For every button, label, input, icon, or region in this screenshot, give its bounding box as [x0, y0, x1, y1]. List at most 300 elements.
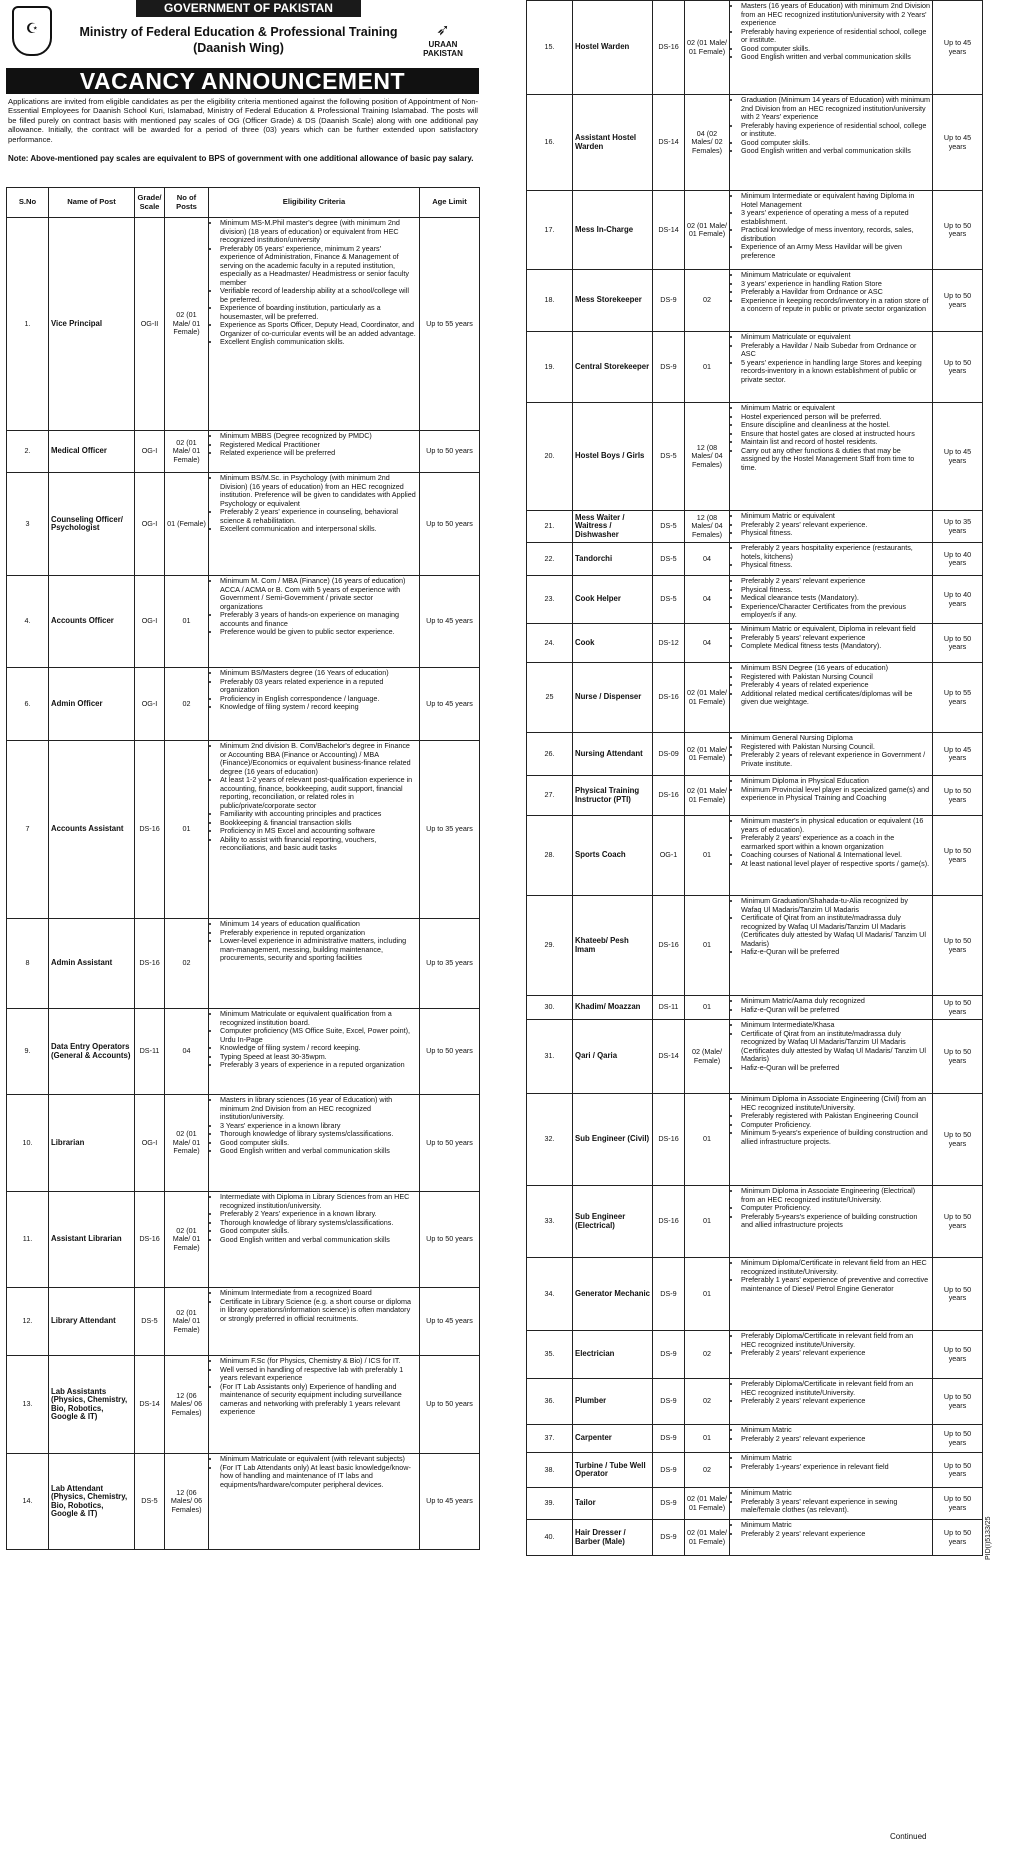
- criteria-item: • Good computer skills.: [741, 139, 930, 148]
- posts-count-cell: 02 (01 Male/ 01 Female): [685, 1488, 730, 1520]
- posts-count-cell: 02 (01 Male/ 01 Female): [685, 1, 730, 95]
- post-name-cell: Cook: [573, 624, 653, 663]
- criteria-item: • Preferably 2 years' relevant experience: [741, 1349, 930, 1358]
- grade-cell: DS-16: [135, 741, 165, 919]
- criteria-item: • Bookkeeping & financial transaction skills: [220, 819, 417, 828]
- criteria-item: • Minimum Diploma/Certificate in relevant field from an HEC recognized institute/University.: [741, 1259, 930, 1276]
- sno-cell: 24.: [527, 624, 573, 663]
- table-row: [527, 1, 983, 95]
- criteria-item: • Good computer skills.: [741, 45, 930, 54]
- age-limit-cell: Up to 50 years: [933, 624, 983, 663]
- criteria-item: • Minimum Diploma in Associate Engineering (Civil) from an HEC recognized institute/University.: [741, 1095, 930, 1112]
- criteria-item: • Preferably 5 years' relevant experience: [741, 634, 930, 643]
- eligibility-criteria-cell: [730, 191, 933, 270]
- ministry-line2: (Daanish Wing): [193, 41, 284, 55]
- criteria-item: • Minimum Matric or equivalent, Diploma in relevant field: [741, 625, 930, 634]
- posts-count-cell: 04 (02 Males/ 02 Females): [685, 95, 730, 191]
- criteria-item: • Good computer skills.: [220, 1139, 417, 1148]
- intro-paragraph: Applications are invited from eligible candidates as per the eligibility criteria mentioned against the following position of Appointment of Non-Essential Employees for Daanish School Kuri, Islamabad, Ministry of Federal Education & Professional Training Islamabad. The posts will be filled purely on contract basis with mentioned pay scales of OG (Officer Grade) & DS (Daanish Scale) along with one additional pay allowance. Initially, the contract will be awarded for a period of three (03) years which can be further extended upon satisfactory performance.: [8, 97, 478, 144]
- post-name-cell: Admin Assistant: [49, 919, 135, 1009]
- criteria-item: • Good English written and verbal communication skills: [220, 1236, 417, 1245]
- age-limit-cell: Up to 50 years: [420, 1192, 480, 1288]
- table-row: [527, 1331, 983, 1379]
- column-header-grade: Grade/ Scale: [135, 188, 165, 218]
- posts-count-cell: 02 (01 Male/ 01 Female): [685, 776, 730, 816]
- grade-cell: DS-16: [135, 1192, 165, 1288]
- grade-cell: DS-9: [653, 270, 685, 332]
- criteria-item: • Preferably 1 years' experience of preventive and corrective maintenance of Diesel/ Petrol Engine Generator: [741, 1276, 930, 1293]
- grade-cell: DS-16: [135, 919, 165, 1009]
- age-limit-cell: Up to 50 years: [420, 473, 480, 576]
- eligibility-criteria-cell: [730, 1094, 933, 1186]
- criteria-item: • Experience of an Army Mess Havildar will be given preference: [741, 243, 930, 260]
- grade-cell: OG-I: [135, 473, 165, 576]
- grade-cell: DS-16: [653, 1094, 685, 1186]
- age-limit-cell: Up to 50 years: [420, 1095, 480, 1192]
- criteria-item: • Minimum Matric or equivalent: [741, 404, 930, 413]
- table-row: [7, 473, 480, 576]
- age-limit-cell: Up to 50 years: [933, 332, 983, 403]
- criteria-item: • Preferably 2 years' relevant experience: [741, 1397, 930, 1406]
- criteria-item: • Hafiz-e-Quran will be preferred: [741, 948, 930, 957]
- grade-cell: DS-5: [653, 511, 685, 543]
- age-limit-cell: Up to 35 years: [420, 919, 480, 1009]
- criteria-item: • At least national level player of respective sports / game(s).: [741, 860, 930, 869]
- criteria-item: • Computer Proficiency.: [741, 1121, 930, 1130]
- table-row: [7, 1356, 480, 1454]
- column-header-sno: S.No: [7, 188, 49, 218]
- criteria-item: • Physical fitness.: [741, 561, 930, 570]
- grade-cell: DS-16: [653, 896, 685, 996]
- criteria-item: • Proficiency in MS Excel and accounting software: [220, 827, 417, 836]
- grade-cell: DS-5: [135, 1288, 165, 1356]
- post-name-cell: Physical Training Instructor (PTI): [573, 776, 653, 816]
- eligibility-criteria-cell: [730, 663, 933, 733]
- age-limit-cell: Up to 45 years: [420, 1454, 480, 1550]
- table-row: [527, 663, 983, 733]
- post-name-cell: Assistant Hostel Warden: [573, 95, 653, 191]
- sno-cell: 14.: [7, 1454, 49, 1550]
- criteria-item: • Preferably Diploma/Certificate in relevant field from an HEC recognized institute/University.: [741, 1380, 930, 1397]
- grade-cell: DS-9: [653, 1379, 685, 1425]
- criteria-item: • Preferably 5-years's experience of building construction and allied infrastructure projects: [741, 1213, 930, 1230]
- age-limit-cell: Up to 45 years: [933, 403, 983, 511]
- sno-cell: 23.: [527, 576, 573, 624]
- ministry-line1: Ministry of Federal Education & Professional Training: [79, 25, 398, 39]
- table-row: [527, 511, 983, 543]
- eligibility-criteria-cell: [209, 473, 420, 576]
- eligibility-criteria-cell: [209, 576, 420, 668]
- post-name-cell: Medical Officer: [49, 431, 135, 473]
- sno-cell: 2.: [7, 431, 49, 473]
- criteria-item: • Preferably 1-years' experience in relevant field: [741, 1463, 930, 1472]
- criteria-item: • Masters in library sciences (16 year of Education) with minimum 2nd Division from an HEC recognized institution/university.: [220, 1096, 417, 1122]
- post-name-cell: Mess Waiter / Waitress / Dishwasher: [573, 511, 653, 543]
- government-emblem-icon: ☪: [12, 6, 52, 56]
- sno-cell: 40.: [527, 1520, 573, 1556]
- posts-count-cell: 02 (01 Male/ 01 Female): [165, 1288, 209, 1356]
- table-row: [527, 1379, 983, 1425]
- criteria-item: • Knowledge of filing system / record keeping: [220, 703, 417, 712]
- table-row: [7, 1192, 480, 1288]
- criteria-item: • Hafiz-e-Quran will be preferred: [741, 1064, 930, 1073]
- sno-cell: 19.: [527, 332, 573, 403]
- criteria-item: • Minimum Intermediate from a recognized Board: [220, 1289, 417, 1298]
- table-row: [527, 191, 983, 270]
- grade-cell: DS-16: [653, 1, 685, 95]
- ministry-heading: [66, 24, 411, 56]
- post-name-cell: Accounts Assistant: [49, 741, 135, 919]
- post-name-cell: Sports Coach: [573, 816, 653, 896]
- age-limit-cell: Up to 50 years: [933, 1520, 983, 1556]
- grade-cell: DS-5: [653, 543, 685, 576]
- eligibility-criteria-cell: [209, 1192, 420, 1288]
- posts-count-cell: 01: [685, 816, 730, 896]
- sno-cell: 37.: [527, 1425, 573, 1453]
- grade-cell: DS-14: [653, 191, 685, 270]
- criteria-item: • Preferably 2 years' relevant experience: [741, 577, 930, 586]
- eligibility-criteria-cell: [209, 919, 420, 1009]
- criteria-item: • Preferably 2 years' experience in counseling, behavioral science & rehabilitation.: [220, 508, 417, 525]
- criteria-item: • Minimum Matric or equivalent: [741, 512, 930, 521]
- criteria-item: • Preferably 05 years' experience, minimum 2 years' experience of Administration, Finance & Management of serving on the academic faculty in a reputed institution, especially as a Headmaster/ Headmistress or senior faculty member: [220, 245, 417, 288]
- criteria-item: • Computer proficiency (MS Office Suite, Excel, Power point), Urdu In-Page: [220, 1027, 417, 1044]
- criteria-item: • Related experience will be preferred: [220, 449, 417, 458]
- criteria-item: • Carry out any other functions & duties that may be assigned by the Hostel Management Staff from time to time.: [741, 447, 930, 473]
- grade-cell: DS-9: [653, 1488, 685, 1520]
- eligibility-criteria-cell: [730, 996, 933, 1020]
- criteria-item: • Registered Medical Practitioner: [220, 441, 417, 450]
- post-name-cell: Hostel Warden: [573, 1, 653, 95]
- grade-cell: DS-9: [653, 1425, 685, 1453]
- grade-cell: OG-II: [135, 218, 165, 431]
- eligibility-criteria-cell: [209, 668, 420, 741]
- criteria-item: • At least 1-2 years of relevant post-qualification experience in accounting, finance, bookkeeping, audit support, financial reporting, reconciliation, or related roles in public/private/corporate sector: [220, 776, 417, 810]
- grade-cell: DS-14: [653, 95, 685, 191]
- sno-cell: 38.: [527, 1453, 573, 1488]
- grade-cell: DS-9: [653, 1331, 685, 1379]
- criteria-item: • Minimum 14 years of education qualification: [220, 920, 417, 929]
- continued-label: Continued: [890, 1832, 927, 1841]
- criteria-item: • Preference would be given to public sector experience.: [220, 628, 417, 637]
- table-row: [527, 733, 983, 776]
- grade-cell: DS-9: [653, 332, 685, 403]
- post-name-cell: Central Storekeeper: [573, 332, 653, 403]
- criteria-item: • Experience as Sports Officer, Deputy Head, Coordinator, and Organizer of co-curricular events will be an added advantage.: [220, 321, 417, 338]
- grade-cell: DS-9: [653, 1520, 685, 1556]
- criteria-item: • Complete Medical fitness tests (Mandatory).: [741, 642, 930, 651]
- grade-cell: OG-I: [135, 1095, 165, 1192]
- posts-count-cell: 02: [685, 1453, 730, 1488]
- post-name-cell: Tandorchi: [573, 543, 653, 576]
- criteria-item: • Minimum Matriculate or equivalent: [741, 271, 930, 280]
- eligibility-criteria-cell: [730, 1020, 933, 1094]
- pid-code: PID(I)5133/25: [985, 1516, 992, 1560]
- posts-count-cell: 01: [685, 1258, 730, 1331]
- post-name-cell: Nursing Attendant: [573, 733, 653, 776]
- age-limit-cell: Up to 50 years: [933, 1425, 983, 1453]
- criteria-item: • Minimum Matric: [741, 1521, 930, 1530]
- column-header-criteria: Eligibility Criteria: [209, 188, 420, 218]
- criteria-item: • Minimum Matric: [741, 1426, 930, 1435]
- post-name-cell: Vice Principal: [49, 218, 135, 431]
- table-row: [527, 95, 983, 191]
- post-name-cell: Hostel Boys / Girls: [573, 403, 653, 511]
- posts-count-cell: 02: [685, 1379, 730, 1425]
- criteria-item: • Intermediate with Diploma in Library Sciences from an HEC recognized institution/university.: [220, 1193, 417, 1210]
- eligibility-criteria-cell: [730, 543, 933, 576]
- criteria-item: • Minimum BS/M.Sc. in Psychology (with minimum 2nd Division) (16 years of education) from an HEC recognized institution. Preference will be given to candidates with Applied Psychology or equivalent: [220, 474, 417, 508]
- post-name-cell: Data Entry Operators (General & Accounts): [49, 1009, 135, 1095]
- eligibility-criteria-cell: [730, 270, 933, 332]
- criteria-item: • Minimum BS/Masters degree (16 Years of education): [220, 669, 417, 678]
- criteria-item: • Maintain list and record of hostel residents.: [741, 438, 930, 447]
- criteria-item: • Certificate of Qirat from an institute/madrassa duly recognized by Wafaq Ul Madaris/Tanzim Ul Madaris (Certificates duly attested by Wafaq Ul Madaris/ Tanzim Ul Madaris): [741, 914, 930, 948]
- criteria-item: • Minimum Intermediate/Khasa: [741, 1021, 930, 1030]
- post-name-cell: Qari / Qaria: [573, 1020, 653, 1094]
- criteria-item: • Minimum BSN Degree (16 years of education): [741, 664, 930, 673]
- posts-count-cell: 02 (01 Male/ 01 Female): [165, 1192, 209, 1288]
- grade-cell: DS-5: [135, 1454, 165, 1550]
- age-limit-cell: Up to 40 years: [933, 576, 983, 624]
- sno-cell: 21.: [527, 511, 573, 543]
- post-name-cell: Lab Attendant (Physics, Chemistry, Bio, Robotics, Google & IT): [49, 1454, 135, 1550]
- grade-cell: DS-16: [653, 1186, 685, 1258]
- post-name-cell: Khadim/ Moazzan: [573, 996, 653, 1020]
- sno-cell: 34.: [527, 1258, 573, 1331]
- grade-cell: DS-9: [653, 1453, 685, 1488]
- grade-cell: DS-16: [653, 663, 685, 733]
- table-row: [7, 668, 480, 741]
- eligibility-criteria-cell: [730, 1186, 933, 1258]
- eligibility-criteria-cell: [730, 1379, 933, 1425]
- criteria-item: • Registered with Pakistan Nursing Council.: [741, 743, 930, 752]
- age-limit-cell: Up to 35 years: [420, 741, 480, 919]
- age-limit-cell: Up to 50 years: [420, 431, 480, 473]
- grade-cell: DS-5: [653, 576, 685, 624]
- age-limit-cell: Up to 50 years: [933, 1258, 983, 1331]
- grade-cell: DS-9: [653, 1258, 685, 1331]
- table-row: [527, 1258, 983, 1331]
- post-name-cell: Lab Assistants (Physics, Chemistry, Bio, Robotics, Google & IT): [49, 1356, 135, 1454]
- criteria-item: • Ability to assist with financial reporting, vouchers, reconciliations, and basic audit tasks: [220, 836, 417, 853]
- criteria-item: • Experience/Character Certificates from the previous employer/s if any.: [741, 603, 930, 620]
- posts-count-cell: 02 (01 Male/ 01 Female): [685, 191, 730, 270]
- sno-cell: 32.: [527, 1094, 573, 1186]
- table-row: [7, 218, 480, 431]
- criteria-item: • Preferably 03 years related experience in a reputed organization: [220, 678, 417, 695]
- criteria-item: • Minimum 5-years's experience of building construction and allied infrastructure projects.: [741, 1129, 930, 1146]
- age-limit-cell: Up to 50 years: [933, 1020, 983, 1094]
- post-name-cell: Cook Helper: [573, 576, 653, 624]
- sno-cell: 18.: [527, 270, 573, 332]
- criteria-item: • Preferably 4 years of related experience: [741, 681, 930, 690]
- eligibility-criteria-cell: [730, 403, 933, 511]
- post-name-cell: Plumber: [573, 1379, 653, 1425]
- vacancy-table-right: [526, 0, 983, 1556]
- eligibility-criteria-cell: [209, 431, 420, 473]
- criteria-item: • Typing Speed at least 30-35wpm.: [220, 1053, 417, 1062]
- grade-cell: DS-14: [653, 1020, 685, 1094]
- age-limit-cell: Up to 50 years: [420, 1009, 480, 1095]
- table-row: [7, 431, 480, 473]
- criteria-item: • Minimum Matriculate or equivalent (with relevant subjects): [220, 1455, 417, 1464]
- grade-cell: OG-I: [135, 668, 165, 741]
- table-row: [527, 776, 983, 816]
- table-row: [527, 896, 983, 996]
- criteria-item: • Coaching courses of National & International level.: [741, 851, 930, 860]
- criteria-item: • Lower-level experience in administrative matters, including man-management, messing, building maintenance, procurements, security and sporting facilities: [220, 937, 417, 963]
- table-row: [527, 1094, 983, 1186]
- sno-cell: 35.: [527, 1331, 573, 1379]
- table-row: [7, 741, 480, 919]
- uraan-pakistan-logo: ➶ URAAN PAKISTAN: [418, 22, 468, 64]
- age-limit-cell: Up to 45 years: [420, 576, 480, 668]
- grade-cell: DS-16: [653, 776, 685, 816]
- sno-cell: 15.: [527, 1, 573, 95]
- age-limit-cell: Up to 50 years: [933, 1094, 983, 1186]
- criteria-item: • 3 years' experience in handling Ration Store: [741, 280, 930, 289]
- posts-count-cell: 04: [685, 543, 730, 576]
- age-limit-cell: Up to 50 years: [933, 1453, 983, 1488]
- criteria-item: • Preferably Diploma/Certificate in relevant field from an HEC recognized institute/University.: [741, 1332, 930, 1349]
- grade-cell: DS-11: [135, 1009, 165, 1095]
- posts-count-cell: 04: [685, 576, 730, 624]
- criteria-item: • Certificate in Library Science (e.g. a short course or diploma in library operations/information science) is often mandatory or strongly preferred in official recruitments.: [220, 1298, 417, 1324]
- table-row: [527, 624, 983, 663]
- criteria-item: • Masters (16 years of Education) with minimum 2nd Division from an HEC recognized institution/university with 2 Years' experience: [741, 2, 930, 28]
- criteria-item: • Minimum Matric: [741, 1489, 930, 1498]
- grade-cell: OG-I: [135, 431, 165, 473]
- criteria-item: • (For IT Lab Attendants only) At least basic knowledge/know-how of handling and maintenance of IT labs and equipments/hardware/computer peripheral devices.: [220, 1464, 417, 1490]
- table-row: [527, 1425, 983, 1453]
- criteria-item: • Practical knowledge of mess inventory, records, sales, distribution: [741, 226, 930, 243]
- table-row: [527, 1520, 983, 1556]
- grade-cell: DS-12: [653, 624, 685, 663]
- sno-cell: 31.: [527, 1020, 573, 1094]
- posts-count-cell: 12 (08 Males/ 04 Females): [685, 511, 730, 543]
- eligibility-criteria-cell: [730, 1331, 933, 1379]
- eligibility-criteria-cell: [209, 1288, 420, 1356]
- criteria-item: • Additional related medical certificates/diplomas will be given due weightage.: [741, 690, 930, 707]
- criteria-item: • Minimum General Nursing Diploma: [741, 734, 930, 743]
- sno-cell: 3: [7, 473, 49, 576]
- eligibility-criteria-cell: [730, 896, 933, 996]
- column-header-age: Age Limit: [420, 188, 480, 218]
- sno-cell: 16.: [527, 95, 573, 191]
- age-limit-cell: Up to 50 years: [933, 191, 983, 270]
- criteria-item: • Registered with Pakistan Nursing Council: [741, 673, 930, 682]
- sno-cell: 11.: [7, 1192, 49, 1288]
- posts-count-cell: 12 (06 Males/ 06 Females): [165, 1454, 209, 1550]
- post-name-cell: Library Attendant: [49, 1288, 135, 1356]
- posts-count-cell: 01: [165, 576, 209, 668]
- pay-scale-note: Note: Above-mentioned pay scales are equivalent to BPS of government with one additional allowance of basic pay salary.: [8, 154, 474, 163]
- post-name-cell: Electrician: [573, 1331, 653, 1379]
- criteria-item: • Preferably experience in reputed organization: [220, 929, 417, 938]
- posts-count-cell: 02 (01 Male/ 01 Female): [685, 733, 730, 776]
- eligibility-criteria-cell: [730, 1425, 933, 1453]
- criteria-item: • Good English written and verbal communication skills: [741, 147, 930, 156]
- posts-count-cell: 04: [165, 1009, 209, 1095]
- posts-count-cell: 01: [165, 741, 209, 919]
- eligibility-criteria-cell: [209, 1454, 420, 1550]
- criteria-item: • Minimum master's in physical education or equivalent (16 years of education).: [741, 817, 930, 834]
- age-limit-cell: Up to 50 years: [420, 1356, 480, 1454]
- eligibility-criteria-cell: [730, 1258, 933, 1331]
- post-name-cell: Nurse / Dispenser: [573, 663, 653, 733]
- criteria-item: • 3 years' experience of operating a mess of a reputed establishment.: [741, 209, 930, 226]
- posts-count-cell: 02 (01 Male/ 01 Female): [685, 663, 730, 733]
- eligibility-criteria-cell: [730, 1488, 933, 1520]
- age-limit-cell: Up to 45 years: [933, 1, 983, 95]
- grade-cell: OG-I: [135, 576, 165, 668]
- criteria-item: • Preferably a Havildar / Naib Subedar from Ordnance or ASC: [741, 342, 930, 359]
- age-limit-cell: Up to 45 years: [420, 1288, 480, 1356]
- post-name-cell: Carpenter: [573, 1425, 653, 1453]
- posts-count-cell: 12 (08 Males/ 04 Females): [685, 403, 730, 511]
- criteria-item: • Minimum M. Com / MBA (Finance) (16 years of education) ACCA / ACMA or B. Com with 5 years of experience with Government / Semi-Government / private sector organizations: [220, 577, 417, 611]
- table-row: [527, 996, 983, 1020]
- table-row: [7, 1454, 480, 1550]
- criteria-item: • 5 years' experience in handling large Stores and keeping records-inventory in a known establishment of public or private sector.: [741, 359, 930, 385]
- posts-count-cell: 02 (01 Male/ 01 Female): [165, 218, 209, 431]
- table-header-row: [7, 188, 480, 218]
- criteria-item: • Minimum Matric/Aama duly recognized: [741, 997, 930, 1006]
- criteria-item: • Experience of boarding institution, particularly as a housemaster, will be preferred.: [220, 304, 417, 321]
- eligibility-criteria-cell: [730, 816, 933, 896]
- table-row: [527, 543, 983, 576]
- posts-count-cell: 02: [685, 270, 730, 332]
- age-limit-cell: Up to 45 years: [933, 95, 983, 191]
- criteria-item: • Preferably 3 years' relevant experience in sewing male/female clothes (as relevant).: [741, 1498, 930, 1515]
- criteria-item: • Preferably 3 years of hands-on experience on managing accounts and finance: [220, 611, 417, 628]
- grade-cell: OG-1: [653, 816, 685, 896]
- eligibility-criteria-cell: [730, 1, 933, 95]
- table-row: [527, 270, 983, 332]
- criteria-item: • Thorough knowledge of library systems/classifications.: [220, 1219, 417, 1228]
- criteria-item: • Minimum MBBS (Degree recognized by PMDC): [220, 432, 417, 441]
- criteria-item: • (For IT Lab Assistants only) Experience of handling and maintenance of security equipment including surveillance cameras and networking with preferably 1 years relevant experience: [220, 1383, 417, 1417]
- post-name-cell: Sub Engineer (Civil): [573, 1094, 653, 1186]
- criteria-item: • Preferably registered with Pakistan Engineering Council: [741, 1112, 930, 1121]
- age-limit-cell: Up to 55 years: [933, 663, 983, 733]
- posts-count-cell: 02: [165, 919, 209, 1009]
- government-banner: GOVERNMENT OF PAKISTAN: [136, 0, 361, 17]
- uraan-logo-icon: ➶: [436, 22, 450, 39]
- criteria-item: • Minimum Matriculate or equivalent: [741, 333, 930, 342]
- sno-cell: 26.: [527, 733, 573, 776]
- sno-cell: 36.: [527, 1379, 573, 1425]
- criteria-item: • Preferably 2 years hospitality experience (restaurants, hotels, kitchens): [741, 544, 930, 561]
- criteria-item: • Well versed in handling of respective lab with preferably 1 years relevant experience: [220, 1366, 417, 1383]
- age-limit-cell: Up to 50 years: [933, 270, 983, 332]
- table-row: [527, 1020, 983, 1094]
- eligibility-criteria-cell: [730, 733, 933, 776]
- criteria-item: • Preferably having experience of residential school, college or institute.: [741, 28, 930, 45]
- post-name-cell: Mess Storekeeper: [573, 270, 653, 332]
- criteria-item: • Verifiable record of leadership ability at a school/college will be preferred.: [220, 287, 417, 304]
- criteria-item: • 3 Years' experience in a known library: [220, 1122, 417, 1131]
- sno-cell: 33.: [527, 1186, 573, 1258]
- age-limit-cell: Up to 50 years: [933, 776, 983, 816]
- table-row: [7, 576, 480, 668]
- post-name-cell: Assistant Librarian: [49, 1192, 135, 1288]
- posts-count-cell: 01: [685, 896, 730, 996]
- criteria-item: • Preferably 2 years' relevant experience: [741, 1530, 930, 1539]
- post-name-cell: Accounts Officer: [49, 576, 135, 668]
- posts-count-cell: 02 (01 Male/ 01 Female): [685, 1520, 730, 1556]
